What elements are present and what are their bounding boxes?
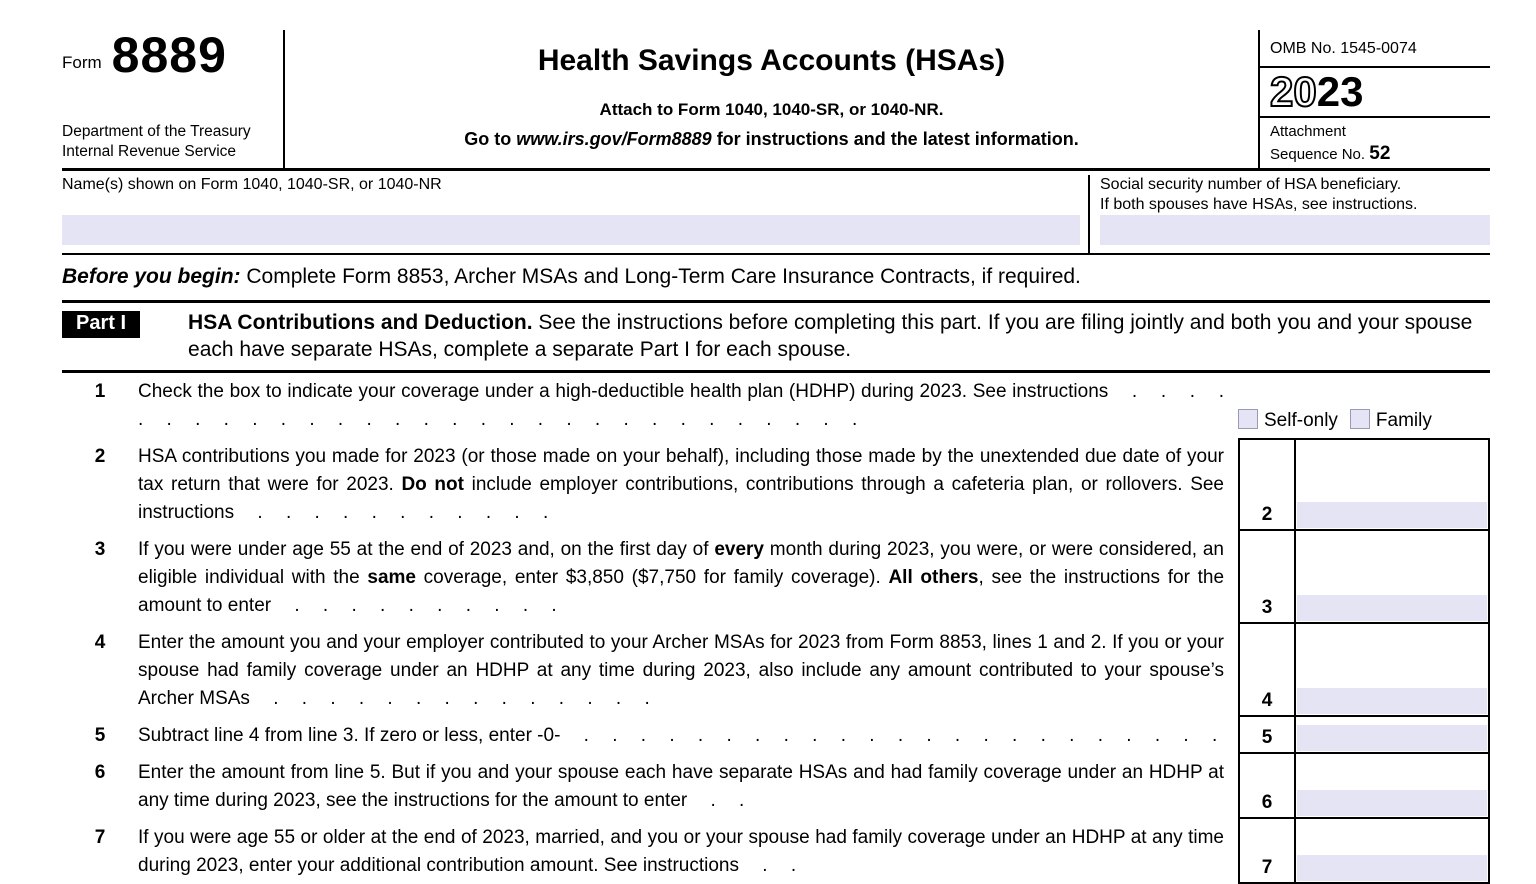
form-line-2 [62,438,1490,531]
line-2-number: 2 [94,446,106,467]
form-header [62,27,1490,171]
form-line-3 [62,531,1490,624]
goto-instruction: Go to www.irs.gov/Form8889 for instructions and the latest information. [464,129,1079,149]
line-4-entry [1238,624,1490,717]
form-title-block [285,30,1258,168]
line-7-box-number: 7 [1238,819,1296,884]
form-line-1 [62,373,1490,438]
agency-line-1: Department of the Treasury [62,122,251,140]
line-2-box-number: 2 [1238,438,1296,531]
omb-number: OMB No. 1545-0074 [1260,30,1490,68]
form-line-6 [62,754,1490,819]
form-line-5 [62,717,1490,754]
line-7-amount-field[interactable] [1297,855,1487,881]
part1-lines [62,373,1490,884]
form-word-label: Form [62,52,102,72]
line-1-text: Check the box to indicate your coverage under a high-deductible health plan (HDHP) during 2023. See instructions . . . . . . . . . . . . . . . . . . . . . . . . . . . . . . [138,381,1225,430]
form-line-7 [62,819,1490,884]
ssn-input[interactable] [1100,215,1490,245]
part1-header [62,303,1490,373]
ssn-label-line-1: Social security number of HSA beneficiary. [1100,176,1402,193]
before-you-begin: Before you begin: Complete Form 8853, Archer MSAs and Long-Term Care Insurance Contracts, if required. [62,255,1490,303]
form-title: Health Savings Accounts (HSAs) [537,44,1006,77]
line-6-amount-cell [1296,754,1490,819]
coverage-checkbox-group [1238,373,1490,438]
line-3-number: 3 [94,539,106,560]
name-label: Name(s) shown on Form 1040, 1040-SR, or 1040-NR [62,176,442,193]
line-3-amount-field[interactable] [1297,595,1487,621]
sequence-line [1270,142,1486,166]
self-only-label: Self-only [1264,410,1338,431]
line-7-text: If you were age 55 or older at the end of 2023, married, and you or your spouse had family coverage under an HDHP at any time during 2023, enter your additional contribution amount. See instructions . . [138,827,1224,876]
line-4-amount-field[interactable] [1297,688,1487,714]
sequence-label: Sequence No. [1270,145,1370,163]
line-7-entry [1238,819,1490,884]
form-number: 8889 [111,27,227,83]
line-4-number: 4 [94,632,106,653]
line-7-number: 7 [94,827,106,848]
line-3-box-number: 3 [1238,531,1296,624]
line-3-entry [1238,531,1490,624]
tax-year-outline-digits: 20 [1270,68,1317,115]
line-2-amount-cell [1296,438,1490,531]
line-6-entry [1238,754,1490,819]
line-4-text: Enter the amount you and your employer contributed to your Archer MSAs for 2023 from Form 8853, lines 1 and 2. If you or your spouse had family coverage under an HDHP at any time during 2023, also include any amount contributed to your spouse’s Archer MSAs . . . . . . . . . . . . . . [138,632,1224,709]
self-only-checkbox[interactable] [1238,409,1258,429]
line-2-text: HSA contributions you made for 2023 (or those made on your behalf), including those made by the unextended due date of your tax return that were for 2023. Do not include employer contributions, contributions through a cafeteria plan, or rollovers. See instructions . . . . . . . . . . . [138,446,1225,523]
line-3-amount-cell [1296,531,1490,624]
line-4-box-number: 4 [1238,624,1296,717]
line-6-box-number: 6 [1238,754,1296,819]
family-checkbox[interactable] [1350,409,1370,429]
agency-block [62,122,275,162]
line-5-entry [1238,717,1490,754]
form-line-4 [62,624,1490,717]
attachment-sequence [1260,118,1490,168]
line-6-amount-field[interactable] [1297,790,1487,816]
line-6-text: Enter the amount from line 5. But if you and your spouse each have separate HSAs and had family coverage under an HDHP at any time during 2023, see the instructions for the amount to enter . . [138,762,1224,811]
sequence-number: 52 [1369,142,1391,164]
ssn-label [1100,175,1490,215]
line-5-text: Subtract line 4 from line 3. If zero or less, enter -0- . . . . . . . . . . . . . . . . . . . . . . . [138,725,1218,746]
form-number-block [62,27,285,168]
part1-badge: Part I [62,311,140,338]
line-5-box-number: 5 [1238,717,1296,754]
omb-year-block [1258,30,1490,168]
line-5-number: 5 [94,725,106,746]
line-2-entry [1238,438,1490,531]
ssn-cell [1090,175,1490,253]
self-only-option [1238,409,1350,432]
attachment-word: Attachment [1270,123,1346,140]
tax-year-solid-digits: 23 [1316,68,1364,115]
form-number-line [62,27,275,83]
name-input[interactable] [62,215,1080,245]
agency-line-2: Internal Revenue Service [62,142,237,160]
line-4-amount-cell [1296,624,1490,717]
tax-year [1260,68,1490,118]
ssn-label-line-2: If both spouses have HSAs, see instructions. [1100,196,1418,213]
name-cell [62,175,1090,253]
line-1-number: 1 [94,381,106,402]
line-7-amount-cell [1296,819,1490,884]
family-option [1350,409,1444,432]
line-6-number: 6 [94,762,106,783]
line-5-amount-field[interactable] [1297,725,1487,751]
attach-instruction: Attach to Form 1040, 1040-SR, or 1040-NR. [599,100,944,119]
identity-row [62,171,1490,255]
part1-heading: HSA Contributions and Deduction. See the instructions before completing this part. If you are filing jointly and both you and your spouse each have separate HSAs, complete a separate Part I for each spouse. [188,311,1473,361]
line-2-amount-field[interactable] [1297,502,1487,528]
line-3-text: If you were under age 55 at the end of 2023 and, on the first day of every month during 2023, you were, or were considered, an eligible individual with the same coverage, enter $3,850 ($7,750 for family coverage). All others, see the instructions for the amount to enter . . . . . . . . . . [138,539,1225,616]
family-label: Family [1375,410,1432,431]
line-5-amount-cell [1296,717,1490,754]
